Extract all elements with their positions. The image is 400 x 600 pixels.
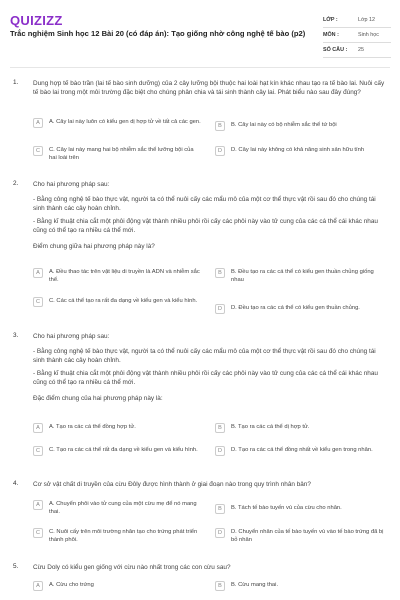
- meta-label: LỚP :: [323, 17, 338, 23]
- option-text: C. Tạo ra các cá thể rất đa dạng về kiểu gen và kiểu hình.: [49, 447, 198, 453]
- question-line: - Bằng kĩ thuật chia cắt một phôi động vật thành nhiều phôi rồi cấy các phôi này vào tử cung của các cá thể cái khác nhau cũng có thể tạo ra nhiều cá thể mới.: [33, 370, 378, 386]
- option-c[interactable]: [33, 146, 201, 162]
- option-a[interactable]: [33, 581, 201, 591]
- option-b[interactable]: [215, 121, 387, 131]
- question-number: 5.: [13, 563, 19, 570]
- meta-label: MÔN :: [323, 32, 339, 38]
- meta-value: 25: [358, 47, 364, 53]
- question-line: Cho hai phương pháp sau:: [33, 333, 110, 340]
- option-text: A. Tạo ra các cá thể đồng hợp tử.: [49, 424, 136, 430]
- option-c[interactable]: [33, 446, 201, 456]
- option-letter: C: [33, 146, 43, 156]
- question-line: - Bằng công nghệ tế bào thực vật, người ta có thể nuôi cấy các mẩu mô của một cơ thể thực vật rồi sau đó cho chúng tái sinh thành các cây hoàn chỉnh.: [33, 348, 376, 364]
- question-number: 2.: [13, 180, 19, 187]
- option-text: D. Đều tạo ra các cá thể có kiểu gen thuần chủng.: [231, 305, 360, 311]
- option-text: C. Cây lai này mang hai bộ nhiễm sắc thể lưỡng bội của hai loài trên: [49, 147, 194, 161]
- option-text: A. Đều thao tác trên vật liệu di truyền là ADN và nhiễm sắc thể.: [49, 269, 200, 283]
- option-text: D. Cây lai này không có khả năng sinh sản hữu tính: [231, 147, 365, 153]
- option-text: B. Tạo ra các cá thể dị hợp tử.: [231, 424, 310, 430]
- option-letter: B: [215, 268, 225, 278]
- option-text: B. Đều tạo ra các cá thể có kiểu gen thuần chủng giống nhau: [231, 269, 374, 283]
- option-c[interactable]: [33, 297, 201, 307]
- option-a[interactable]: [33, 268, 201, 284]
- question-line: - Bằng kĩ thuật chia cắt một phôi động vật thành nhiều phôi rồi cấy các phôi này vào tử cung của các cá thể cái khác nhau cũng có thể tạo ra nhiều cá thể mới.: [33, 218, 378, 234]
- question-text: [33, 79, 385, 97]
- question-line: Đặc điểm chung của hai phương pháp này là:: [33, 395, 163, 402]
- option-text: C. Các cá thể tạo ra rất đa dạng về kiểu gen và kiểu hình.: [49, 298, 198, 304]
- option-text: A. Cây lai này luôn có kiểu gen dị hợp tử về tất cả các gen.: [49, 119, 201, 125]
- option-text: B. Cây lai này có bộ nhiễm sắc thể tứ bội: [231, 122, 337, 128]
- question-line: - Bằng công nghệ tế bào thực vật, người ta có thể nuôi cấy các mẩu mô của một cơ thể thực vật rồi sau đó cho chúng tái sinh thành các cây hoàn chỉnh.: [33, 196, 376, 212]
- question-line: Cho hai phương pháp sau:: [33, 181, 110, 188]
- question-number: 4.: [13, 480, 19, 487]
- meta-row-subject: [323, 28, 391, 43]
- option-b[interactable]: [215, 423, 387, 433]
- option-letter: D: [215, 446, 225, 456]
- option-letter: D: [215, 146, 225, 156]
- question-text: [33, 180, 385, 251]
- header-divider: [10, 67, 390, 68]
- option-text: C. Nuôi cấy trên môi trường nhân tạo cho trứng phát triển thành phôi.: [49, 529, 198, 543]
- option-a[interactable]: [33, 118, 201, 128]
- option-letter: A: [33, 268, 43, 278]
- page-title: Trắc nghiệm Sinh học 12 Bài 20 (có đáp án): Tạo giống nhờ công nghệ tế bào (p2): [10, 29, 306, 38]
- quizizz-logo: QUIZIZZ: [10, 13, 63, 28]
- meta-value: Sinh học: [358, 32, 379, 38]
- option-text: D. Tạo ra các cá thể đồng nhất về kiểu gen trong nhân.: [231, 447, 373, 453]
- option-letter: D: [215, 528, 225, 538]
- option-text: B. Cừu mang thai.: [231, 582, 279, 588]
- option-letter: D: [215, 304, 225, 314]
- option-a[interactable]: [33, 500, 201, 516]
- option-text: A. Cừu cho trứng: [49, 582, 94, 588]
- option-b[interactable]: [215, 504, 387, 514]
- option-d[interactable]: [215, 528, 387, 544]
- option-a[interactable]: [33, 423, 201, 433]
- meta-table: [323, 13, 391, 58]
- meta-label: SỐ CÂU :: [323, 47, 348, 53]
- question-text: [33, 332, 385, 403]
- question-text: [33, 563, 385, 572]
- question-line: Dung hợp tế bào trần (lai tế bào sinh dưỡng) của 2 cây lưỡng bội thuộc hai loài hạt kín khác nhau tạo ra tế bào lai. Nuôi cấy tế bào lai trong một môi trường đặc biệt cho chúng phân chia và tái sinh thành cây lai. Phát biểu nào sau đây đúng?: [33, 80, 385, 96]
- question-line: Cừu Doly có kiểu gen giống với cừu nào nhất trong các con cừu sau?: [33, 564, 231, 571]
- option-letter: A: [33, 581, 43, 591]
- option-text: D. Chuyển nhân của tế bào tuyến vú vào tế bào trứng đã bị bỏ nhân: [231, 529, 384, 543]
- question-text: [33, 480, 385, 489]
- meta-value: Lớp 12: [358, 17, 376, 23]
- option-letter: B: [215, 121, 225, 131]
- option-c[interactable]: [33, 528, 201, 544]
- option-letter: B: [215, 423, 225, 433]
- option-letter: C: [33, 446, 43, 456]
- option-letter: B: [215, 581, 225, 591]
- meta-row-count: [323, 43, 391, 58]
- option-letter: A: [33, 118, 43, 128]
- option-d[interactable]: [215, 446, 387, 456]
- question-line: Điểm chung giữa hai phương pháp này là?: [33, 243, 155, 250]
- question-number: 1.: [13, 79, 19, 86]
- question-number: 3.: [13, 332, 19, 339]
- option-letter: B: [215, 504, 225, 514]
- option-d[interactable]: [215, 304, 387, 314]
- option-letter: A: [33, 500, 43, 510]
- question-line: Cơ sở vật chất di truyền của cừu Đôly được hình thành ở giai đoạn nào trong quy trình nhân bản?: [33, 481, 311, 488]
- option-letter: A: [33, 423, 43, 433]
- option-letter: C: [33, 528, 43, 538]
- option-text: A. Chuyển phôi vào tử cung của một cừu mẹ để nó mang thai.: [49, 501, 197, 515]
- option-letter: C: [33, 297, 43, 307]
- page-header: [0, 0, 400, 70]
- option-d[interactable]: [215, 146, 387, 156]
- option-b[interactable]: [215, 581, 387, 591]
- option-b[interactable]: [215, 268, 387, 284]
- option-text: B. Tách tế bào tuyến vú của cừu cho nhân.: [231, 505, 342, 511]
- meta-row-class: [323, 13, 391, 28]
